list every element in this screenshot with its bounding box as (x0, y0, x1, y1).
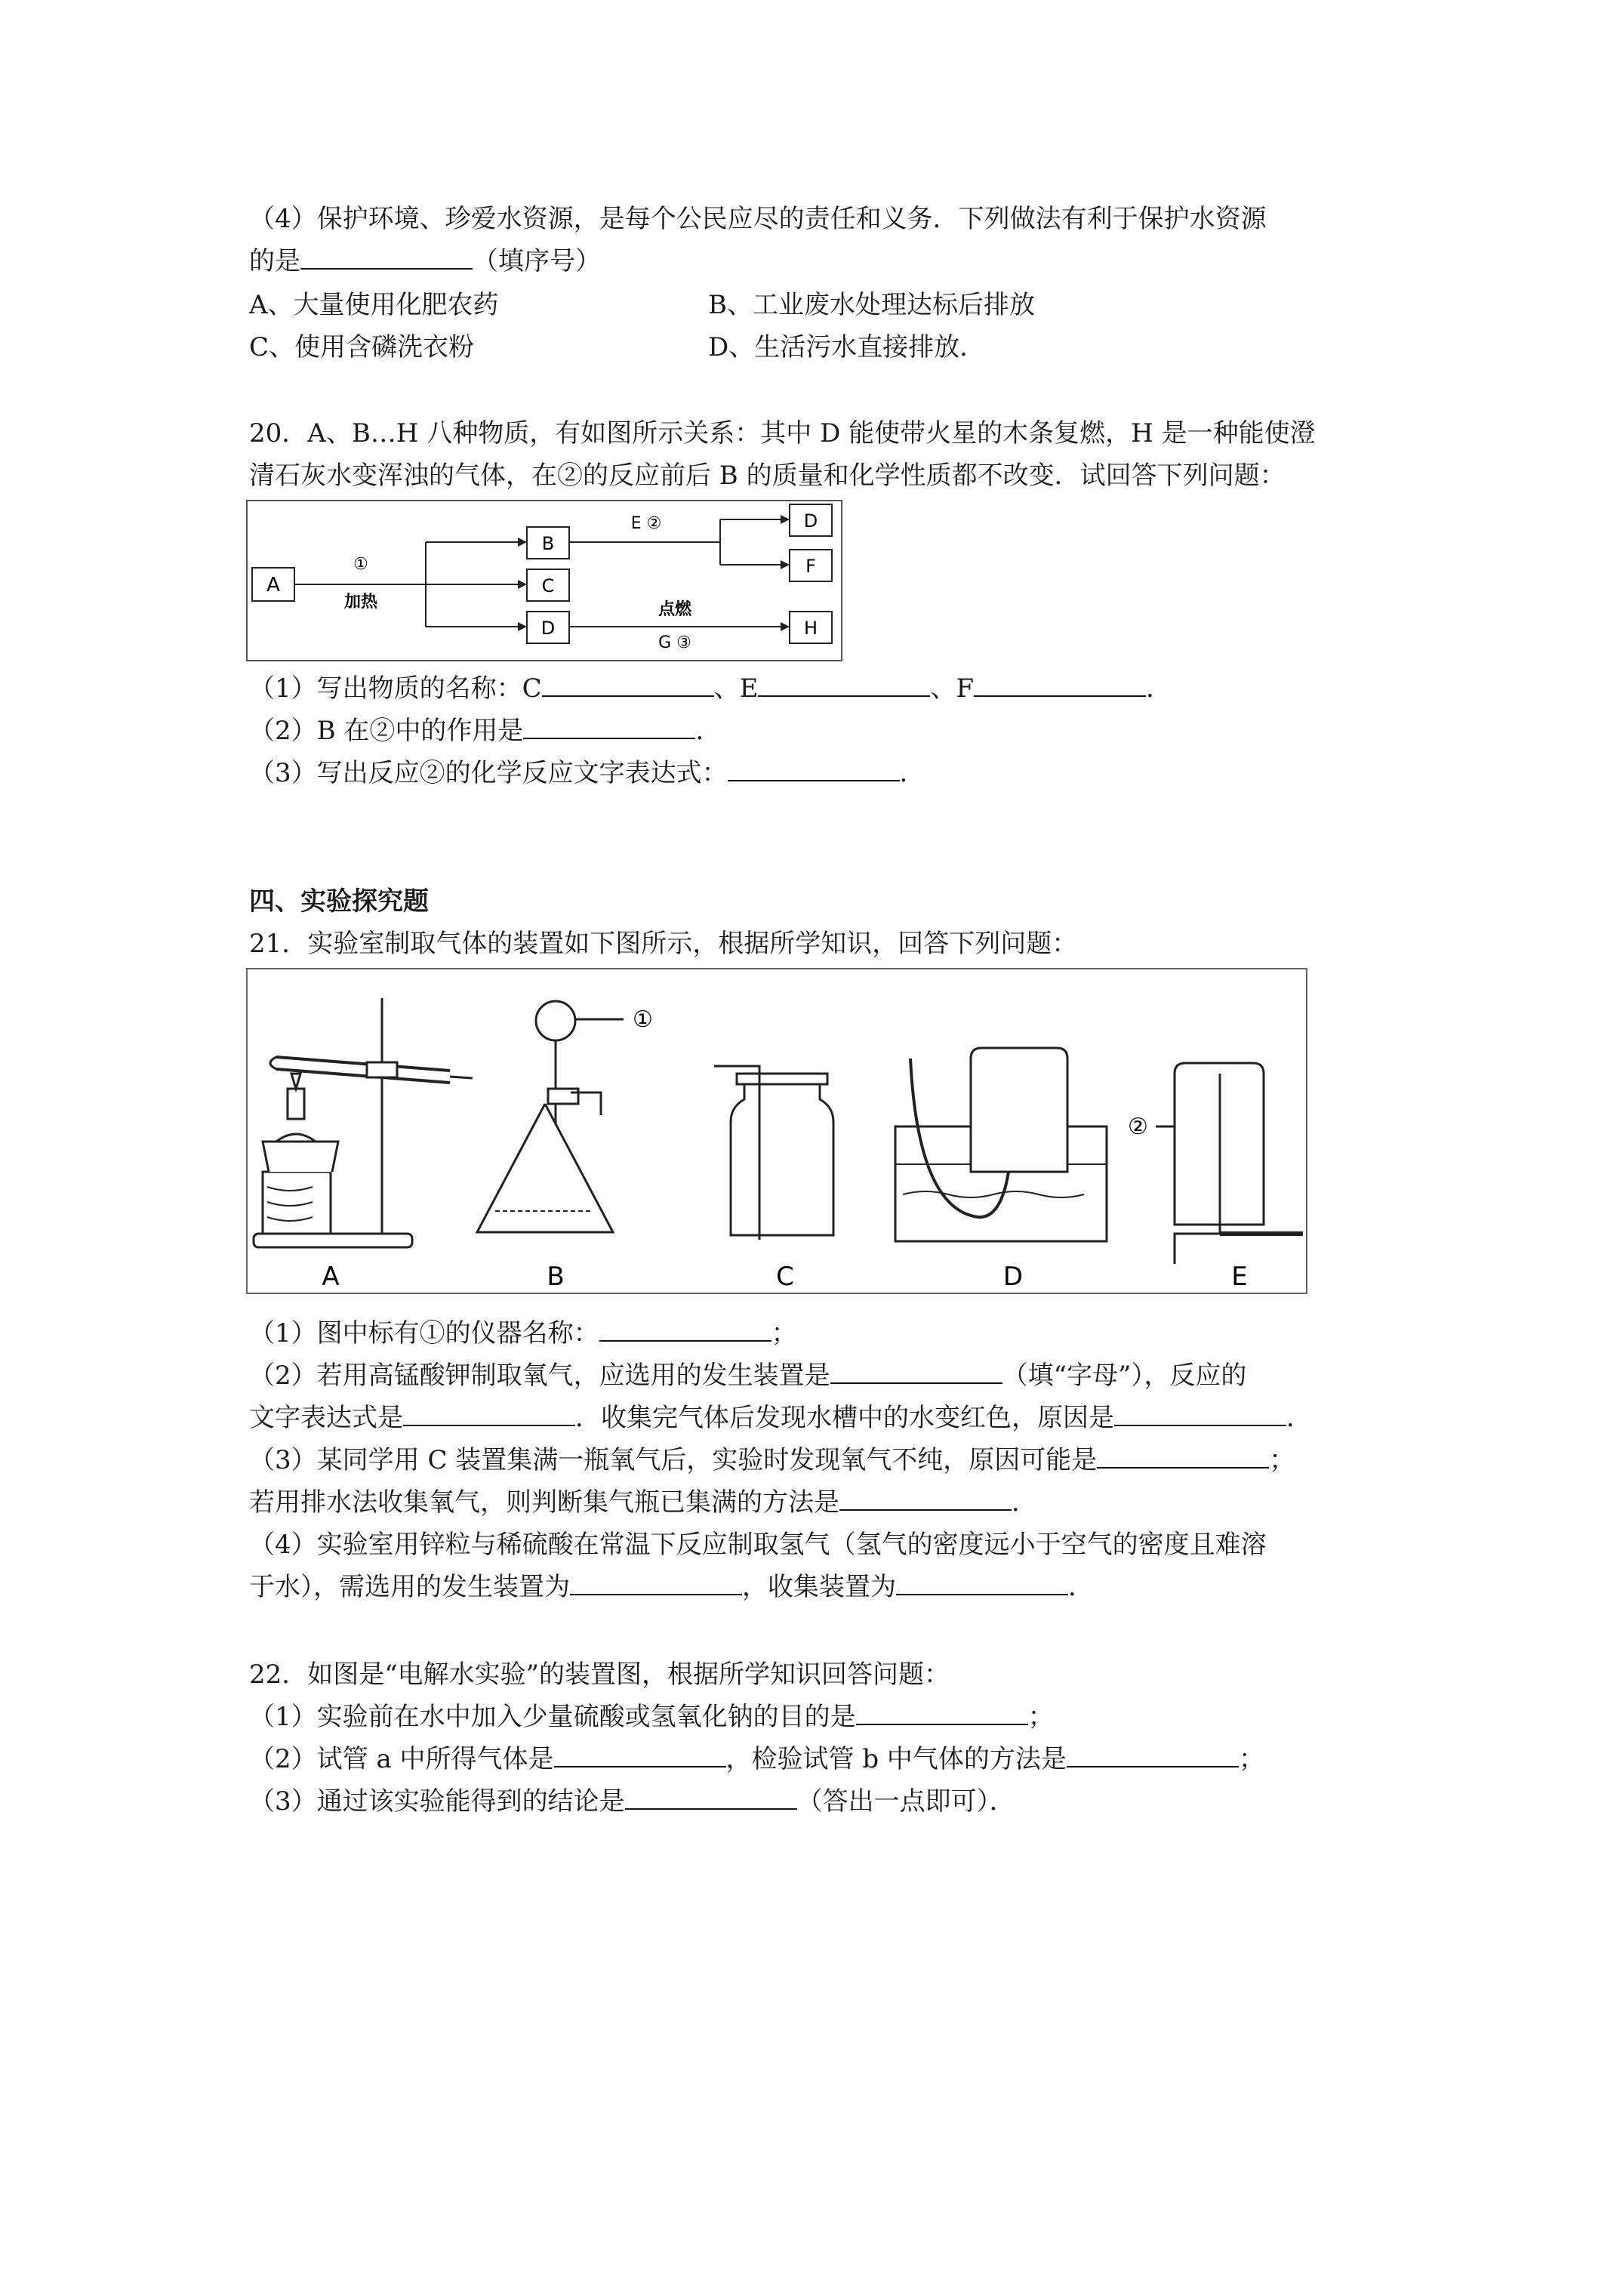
q21-sub4b-prefix: 于水），需选用的发生装置为 (249, 1572, 570, 1602)
apparatus-label-d: D (1002, 1262, 1024, 1292)
node-d-label: D (540, 618, 556, 639)
answer-blank[interactable] (839, 1487, 1012, 1511)
step1-label: ① (353, 555, 368, 574)
step2-label: E ② (630, 514, 662, 533)
answer-blank[interactable] (1097, 1444, 1269, 1469)
apparatus-label-a: A (322, 1262, 340, 1292)
q21-sub2-cont (249, 1401, 1312, 1435)
answer-blank[interactable] (856, 1701, 1028, 1725)
q21-stem: 21．实验室制取气体的装置如下图所示，根据所学知识，回答下列问题： (249, 929, 1078, 959)
q20-sub3-prefix: （3）写出反应②的化学反应文字表达式： (249, 758, 728, 788)
q19-option-c: C、使用含磷洗衣粉 (249, 332, 475, 362)
q21-sub3-prefix: （3）某同学用 C 装置集满一瓶氧气后，实验时发现氧气不纯，原因可能是 (249, 1445, 1098, 1475)
section-title: 四、实验探究题 (249, 886, 429, 917)
answer-blank-f[interactable] (974, 673, 1146, 697)
node-a-label: A (266, 574, 280, 596)
apparatus-label-c: C (776, 1262, 794, 1292)
marker-2-label: ② (1128, 1114, 1148, 1140)
node-d2-label: D (803, 510, 818, 532)
answer-blank[interactable] (1114, 1402, 1286, 1426)
q20-sub1-end: ． (1146, 673, 1172, 704)
q21-sub4-cont (249, 1570, 1094, 1604)
apparatus-label-e: E (1231, 1262, 1248, 1292)
ignite-label: 点燃 (658, 600, 692, 619)
q19-4-line2 (249, 245, 601, 278)
q21-sub4b-end: ． (1068, 1572, 1094, 1602)
q21-sub2-suffix: （填“字母”），反应的 (1002, 1361, 1247, 1391)
q21-sub3-end: ； (1269, 1445, 1295, 1475)
step3-label: G ③ (658, 633, 691, 652)
q19-4-line1: （4）保护环境、珍爱水资源，是每个公民应尽的责任和义务．下列做法有利于保护水资源 (249, 204, 1267, 234)
q21-sub1 (249, 1317, 797, 1350)
answer-blank[interactable] (554, 1743, 726, 1767)
q21-sub4: （4）实验室用锌粒与稀硫酸在常温下反应制取氢气（氢气的密度远小于空气的密度且难溶 (249, 1530, 1267, 1560)
answer-blank[interactable] (896, 1571, 1068, 1595)
q21-apparatus-figure (246, 968, 1307, 1294)
q21-sub2-prefix: （2）若用高锰酸钾制取氧气，应选用的发生装置是 (249, 1361, 830, 1391)
heat-label: 加热 (343, 593, 378, 612)
apparatus-label-b: B (547, 1262, 565, 1292)
q21-sub3-cont (249, 1486, 1037, 1519)
answer-blank[interactable] (728, 757, 900, 781)
answer-blank[interactable] (599, 1318, 771, 1342)
q21-sub1-end: ； (771, 1318, 797, 1348)
q20-sub2-prefix: （2）B 在②中的作用是 (249, 716, 524, 746)
q21-sub2b-end: ． (1286, 1403, 1312, 1433)
q21-sub2 (249, 1359, 1246, 1392)
q22-sub2-prefix: （2）试管 a 中所得气体是 (249, 1744, 554, 1774)
answer-blank[interactable] (300, 245, 473, 270)
q20-sub3-end: ． (899, 758, 925, 788)
answer-blank-e[interactable] (758, 673, 930, 697)
q22-sub1 (249, 1700, 1054, 1734)
q19-4-prefix: 的是 (249, 246, 300, 276)
answer-blank[interactable] (830, 1360, 1002, 1384)
q22-sub3-prefix: （3）通过该实验能得到的结论是 (249, 1786, 625, 1817)
answer-blank[interactable] (403, 1402, 575, 1426)
node-f-label: F (805, 556, 816, 577)
q21-sub3b-prefix: 若用排水法收集氧气，则判断集气瓶已集满的方法是 (249, 1487, 839, 1518)
q20-sub1 (249, 672, 1172, 705)
marker-1-label: ① (633, 1006, 653, 1033)
q19-option-b: B、工业废水处理达标后排放 (708, 290, 1035, 320)
q20-sub1-prefix: （1）写出物质的名称：C (249, 673, 542, 704)
q20-stem-line2: 清石灰水变浑浊的气体，在②的反应前后 B 的质量和化学性质都不改变．试回答下列问题： (249, 461, 1286, 491)
q20-sub2 (249, 714, 721, 747)
q21-sub3b-end: ． (1012, 1487, 1037, 1518)
q21-sub3 (249, 1444, 1295, 1477)
q20-relationship-diagram (246, 500, 842, 661)
q22-sub2-end: ； (1238, 1744, 1264, 1774)
q21-sub2b-mid: ．收集完气体后发现水槽中的水变红色，原因是 (575, 1403, 1114, 1433)
q20-sub2-end: ． (695, 716, 722, 746)
answer-blank[interactable] (523, 715, 695, 739)
q20-stem-line1: 20．A、B…H 八种物质，有如图所示关系：其中 D 能使带火星的木条复燃，H 是一种能使澄 (249, 418, 1316, 448)
answer-blank[interactable] (625, 1786, 797, 1810)
answer-blank[interactable] (570, 1571, 742, 1595)
q21-sub4b-mid: ，收集装置为 (742, 1572, 896, 1602)
node-c-label: C (541, 575, 555, 596)
q22-sub1-prefix: （1）实验前在水中加入少量硫酸或氢氧化钠的目的是 (249, 1702, 856, 1732)
q19-option-d: D、生活污水直接排放． (708, 332, 986, 362)
q21-sub2b-prefix: 文字表达式是 (249, 1403, 403, 1433)
node-b-label: B (541, 533, 555, 554)
q22-stem: 22．如图是“电解水实验”的装置图，根据所学知识回答问题： (249, 1660, 950, 1690)
q20-sub1-e: 、E (713, 673, 759, 704)
q22-sub1-end: ； (1027, 1702, 1054, 1732)
q22-sub2-mid: ，检验试管 b 中气体的方法是 (725, 1744, 1067, 1774)
q19-option-a: A、大量使用化肥农药 (249, 290, 499, 320)
node-h-label: H (803, 618, 818, 639)
answer-blank[interactable] (1067, 1743, 1239, 1767)
q22-sub2 (249, 1743, 1264, 1776)
q22-sub3-end: （答出一点即可）． (796, 1786, 1015, 1817)
q20-sub3 (249, 757, 925, 790)
answer-blank-c[interactable] (542, 673, 714, 697)
q20-sub1-f: 、F (930, 673, 975, 704)
q21-sub1-prefix: （1）图中标有①的仪器名称： (249, 1318, 599, 1348)
q19-4-suffix: （填序号） (473, 246, 601, 276)
q22-sub3 (249, 1785, 1015, 1818)
